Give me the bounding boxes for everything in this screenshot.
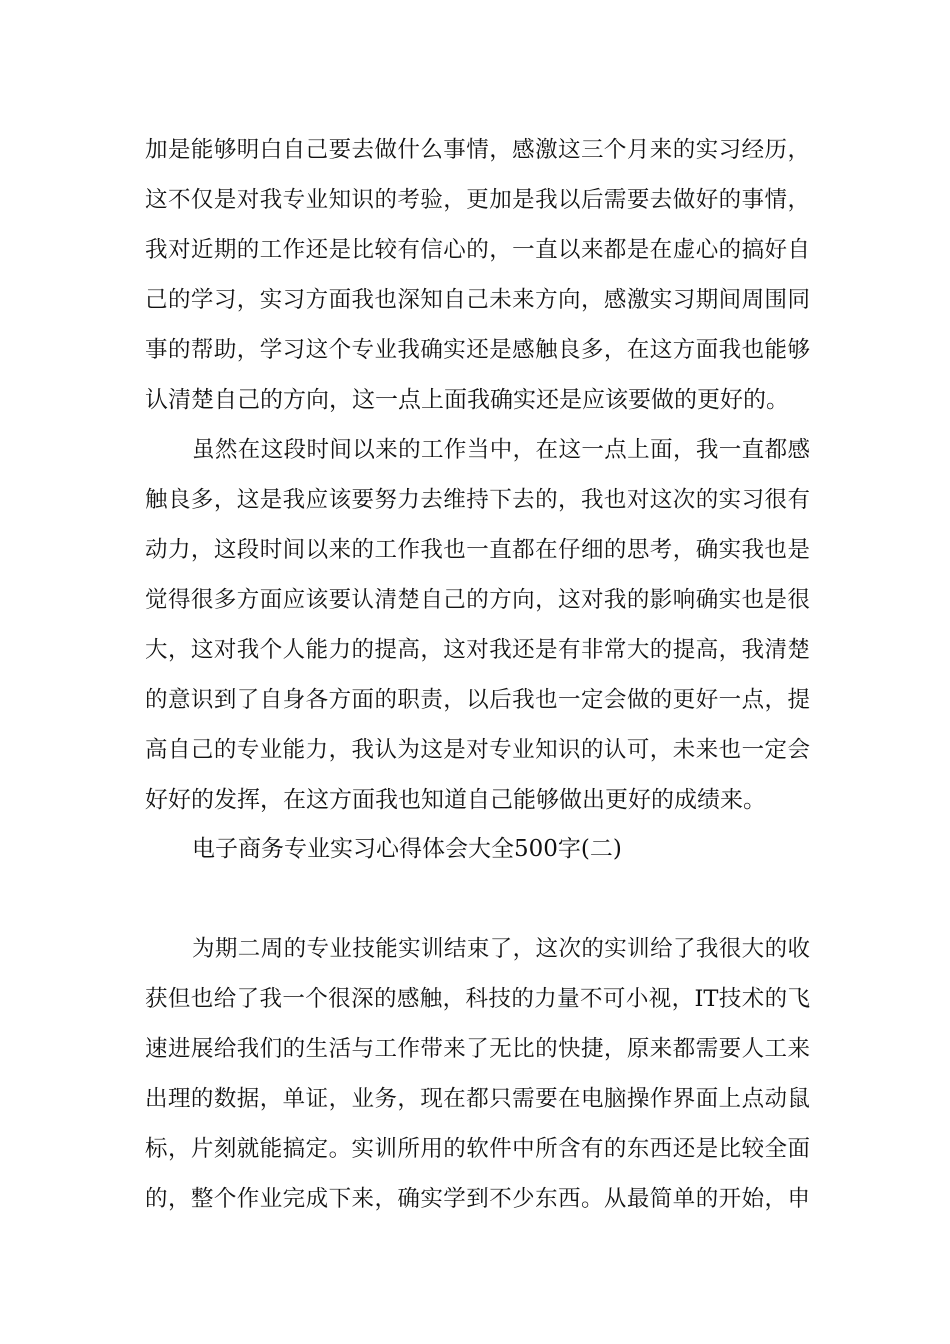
paragraph-2-line-4: 觉得很多方面应该要认清楚自己的方向，这对我的影响确实也是很 [145,587,810,613]
section-heading: 电子商务专业实习心得体会大全500字(二) [192,836,622,862]
paragraph-3-line-3: 速进展给我们的生活与工作带来了无比的快捷，原来都需要人工来 [145,1036,810,1062]
paragraph-1-line-5: 事的帮助，学习这个专业我确实还是感触良多，在这方面我也能够 [145,337,810,363]
paragraph-2-line-8: 好好的发挥，在这方面我也知道自己能够做出更好的成绩来。 [145,787,766,813]
paragraph-2-line-3: 动力，这段时间以来的工作我也一直都在仔细的思考，确实我也是 [145,537,810,563]
paragraph-2-line-1: 虽然在这段时间以来的工作当中，在这一点上面，我一直都感 [192,437,810,463]
paragraph-3-line-1: 为期二周的专业技能实训结束了，这次的实训给了我很大的收 [192,936,810,962]
paragraph-1-line-2: 这不仅是对我专业知识的考验，更加是我以后需要去做好的事情， [145,187,810,213]
paragraph-2-line-7: 高自己的专业能力，我认为这是对专业知识的认可，未来也一定会 [145,737,810,763]
paragraph-3-line-6: 的，整个作业完成下来，确实学到不少东西。从最简单的开始，申 [145,1186,810,1212]
paragraph-3-line-4: 出理的数据，单证，业务，现在都只需要在电脑操作界面上点动鼠 [145,1086,810,1112]
paragraph-2-line-2: 触良多，这是我应该要努力去维持下去的，我也对这次的实习很有 [145,487,810,513]
paragraph-3-line-2: 获但也给了我一个很深的感触，科技的力量不可小视，IT技术的飞 [145,986,810,1012]
paragraph-1-line-3: 我对近期的工作还是比较有信心的，一直以来都是在虚心的搞好自 [145,237,810,263]
paragraph-2-line-5: 大，这对我个人能力的提高，这对我还是有非常大的提高，我清楚 [145,637,810,663]
paragraph-3-line-5: 标，片刻就能搞定。实训所用的软件中所含有的东西还是比较全面 [145,1136,810,1162]
paragraph-1-line-4: 己的学习，实习方面我也深知自己未来方向，感激实习期间周围同 [145,287,810,313]
paragraph-1-line-6: 认清楚自己的方向，这一点上面我确实还是应该要做的更好的。 [145,387,789,413]
paragraph-2-line-6: 的意识到了自身各方面的职责，以后我也一定会做的更好一点，提 [145,687,810,713]
paragraph-1-line-1: 加是能够明白自己要去做什么事情，感激这三个月来的实习经历， [145,137,810,163]
